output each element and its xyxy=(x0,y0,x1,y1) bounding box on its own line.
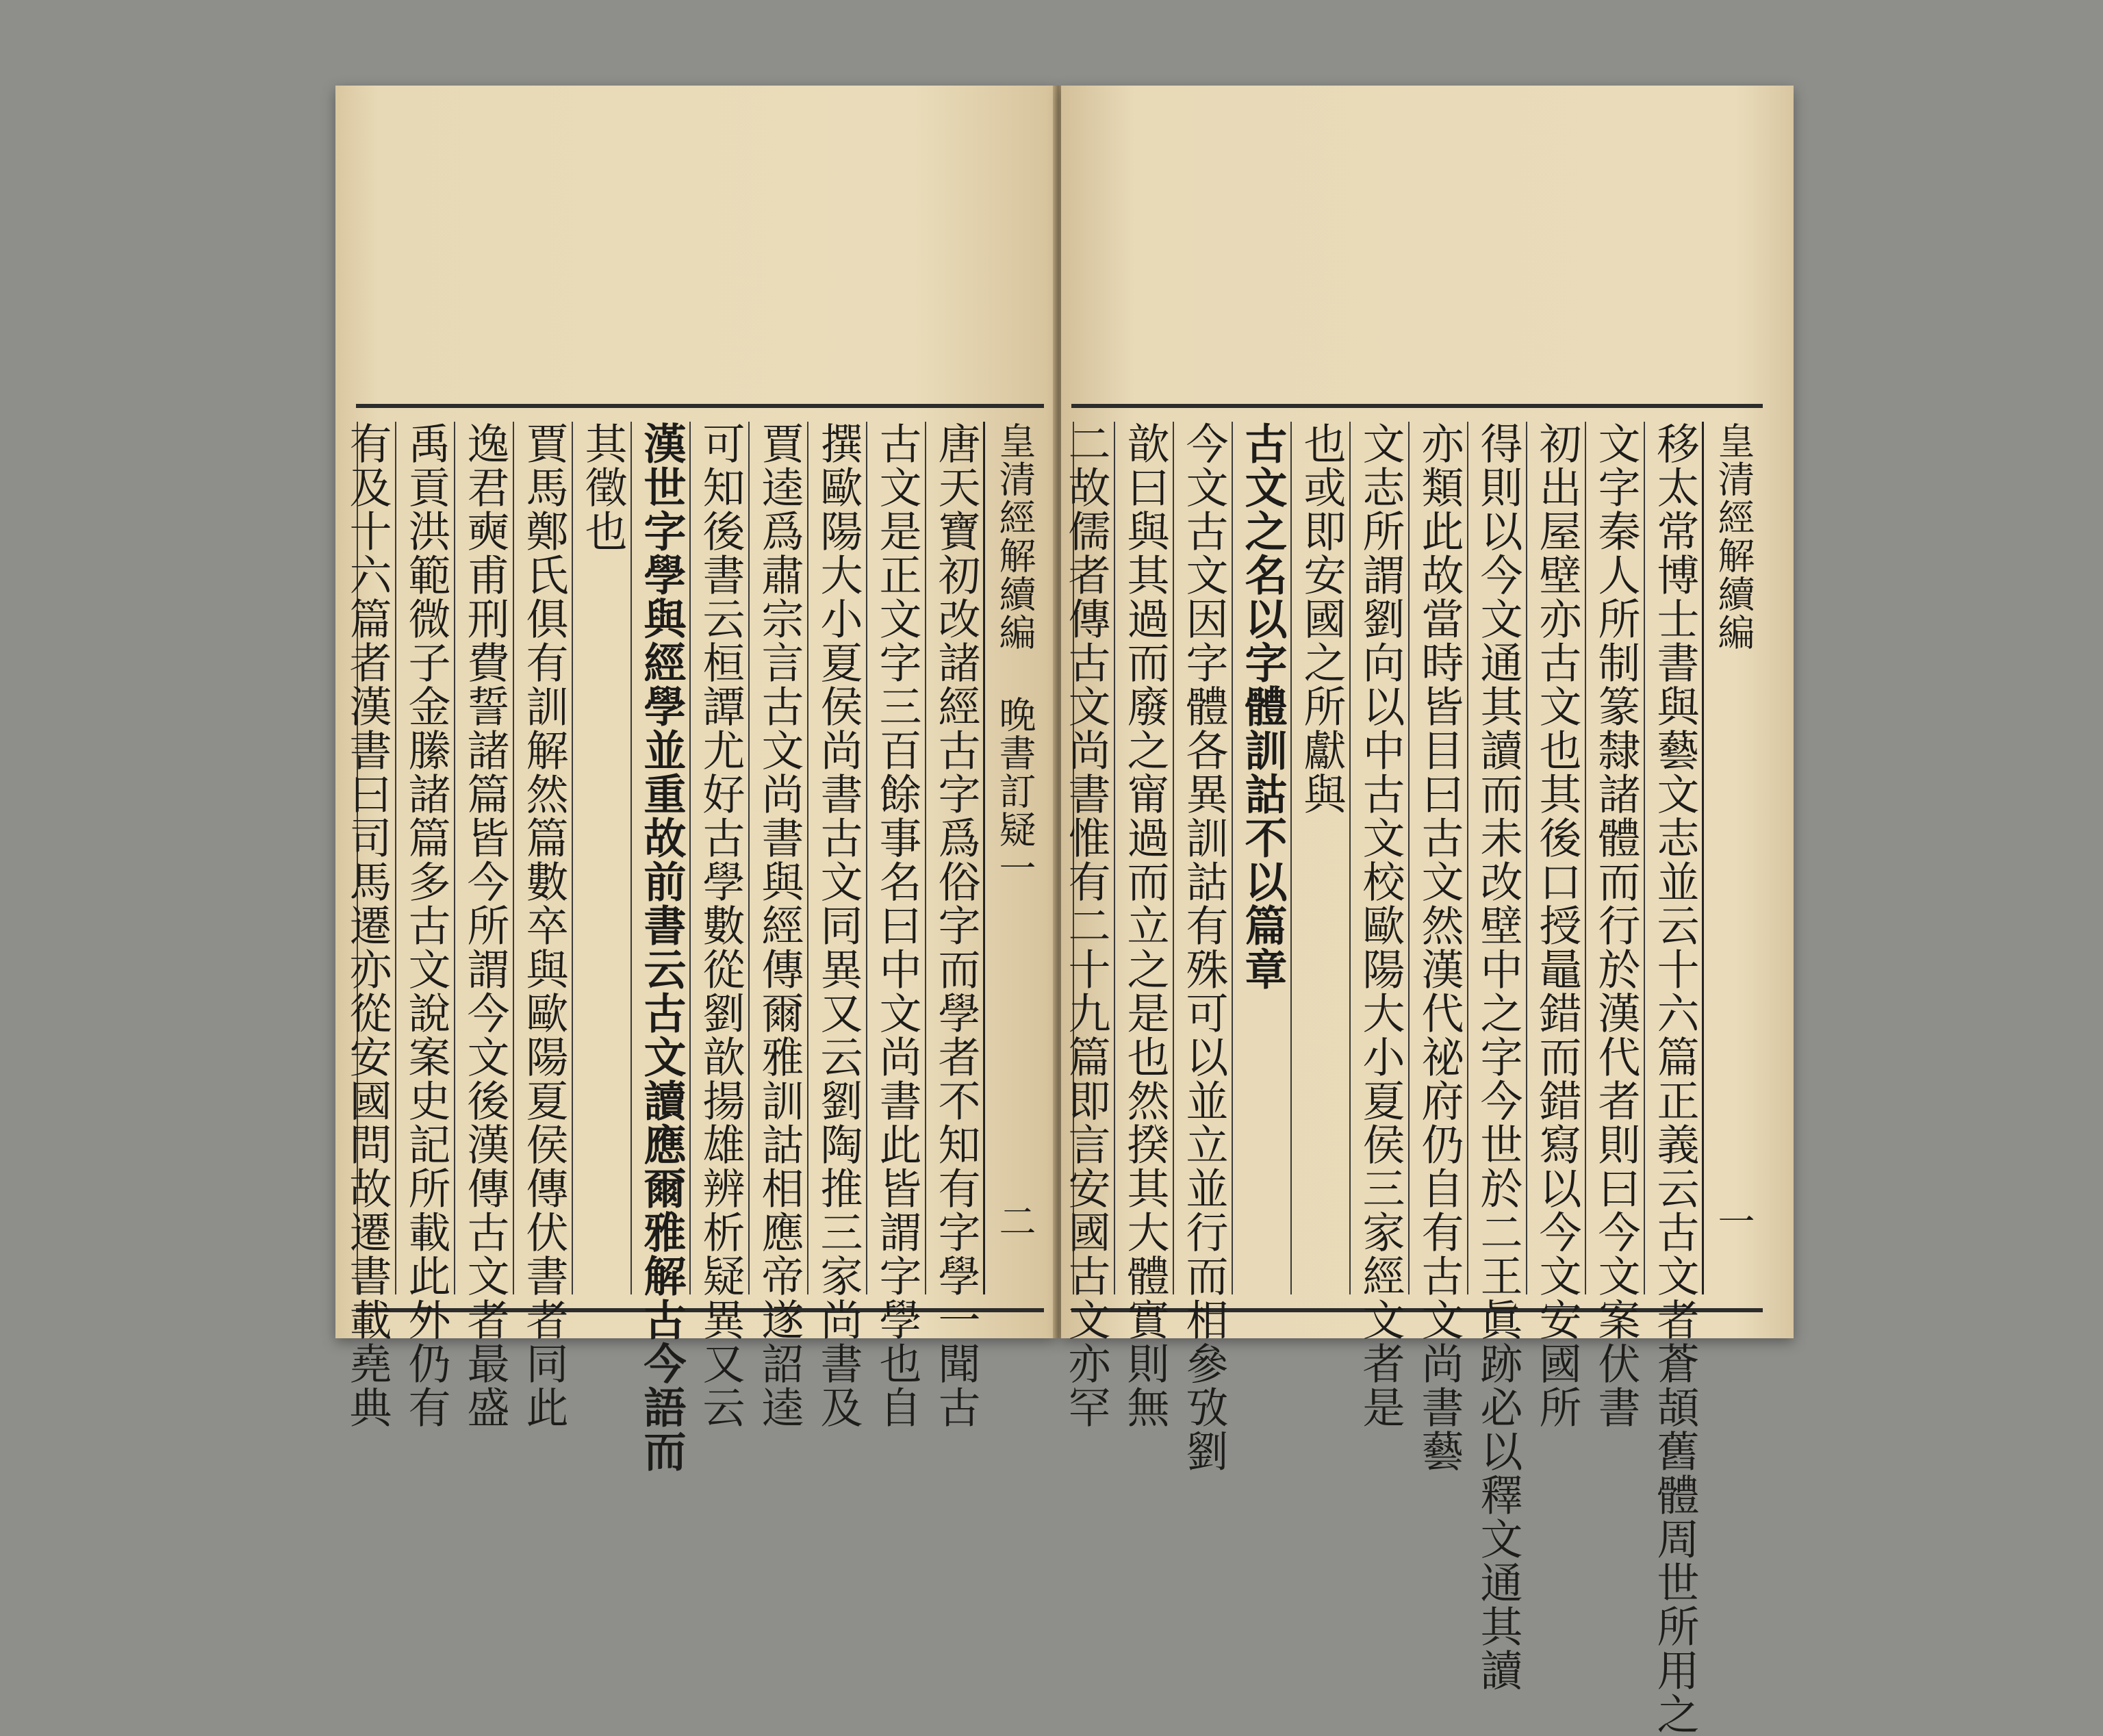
left-column-6: 漢世字學與經學並重故前書云古文讀應爾雅解古今語而 xyxy=(630,422,691,1294)
left-column-3: 撰歐陽大小夏侯尚書古文同異又云劉陶推三家尚書及 xyxy=(807,422,867,1294)
right-column-3: 初出屋壁亦古文也其後口授鼂錯而錯寫以今文安國所 xyxy=(1526,422,1586,1294)
left-page xyxy=(335,86,1056,1473)
right-column-7: 也或即安國之所獻與 xyxy=(1290,422,1351,1294)
right-column-1: 移太常博士書與藝文志並云十六篇正義云古文者蒼頡舊體周世所用之 xyxy=(1644,422,1704,1294)
right-column-9: 今文古文因字體各異訓詁有殊可以並立並行而相參攷劉 xyxy=(1173,422,1233,1294)
right-column-4: 得則以今文通其讀而未改壁中之字今世於二王眞跡必以釋文通其讀 xyxy=(1467,422,1527,1294)
left-margin-subtitle: 晚書訂疑一 xyxy=(983,695,1044,1294)
left-column-8: 賈馬鄭氏俱有訓解然篇數卒與歐陽夏侯傳伏書者同此 xyxy=(513,422,573,1294)
left-column-11: 有及十六篇者漢書曰司馬遷亦從安國問故遷書載堯典 xyxy=(357,422,396,1294)
left-margin-title: 皇清經解續編 xyxy=(983,422,1044,1294)
left-text-frame xyxy=(342,404,1044,1473)
left-column-1: 唐天寶初改諸經古字爲俗字而學者不知有字學一聞古 xyxy=(925,422,985,1294)
right-folio: 一 xyxy=(1702,1202,1763,1294)
left-column-2: 古文是正文字三百餘事名曰中文尚書此皆謂字學也自 xyxy=(866,422,926,1294)
right-column-11: 二故儒者傳古文尚書惟有二十九篇即言安國古文亦罕 xyxy=(1073,422,1115,1294)
open-book xyxy=(335,86,1794,1736)
right-column-6: 文志所謂劉向以中古文校歐陽大小夏侯三家經文者是 xyxy=(1349,422,1410,1294)
left-column-5: 可知後書云桓譚尤好古學數從劉歆揚雄辨析疑異又云 xyxy=(689,422,750,1294)
left-folio: 二 xyxy=(983,1202,1044,1294)
right-column-2: 文字秦人所制篆隸諸體而行於漢代者則曰今文案伏書 xyxy=(1585,422,1645,1294)
right-text-frame xyxy=(1061,404,1763,1736)
left-column-9: 逸君奭甫刑費誓諸篇皆今所謂今文後漢傳古文者最盛 xyxy=(454,422,514,1294)
left-column-7: 其徵也 xyxy=(572,422,632,1294)
left-column-10: 禹貢洪範微子金縢諸篇多古文說案史記所載此外仍有 xyxy=(395,422,455,1294)
right-page xyxy=(1061,86,1794,1736)
right-column-5: 亦類此故當時皆目曰古文然漢代祕府仍自有古文尚書藝 xyxy=(1408,422,1468,1294)
left-column-4: 賈逵爲肅宗言古文尚書與經傳爾雅訓詁相應帝遂詔逵 xyxy=(748,422,808,1294)
right-column-8: 古文之名以字體訓詁不以篇章 xyxy=(1232,422,1292,1294)
right-margin-title: 皇清經解續編 xyxy=(1702,422,1763,1294)
right-column-10: 歆曰與其過而廢之甯過而立之是也然揆其大體實則無 xyxy=(1114,422,1174,1294)
